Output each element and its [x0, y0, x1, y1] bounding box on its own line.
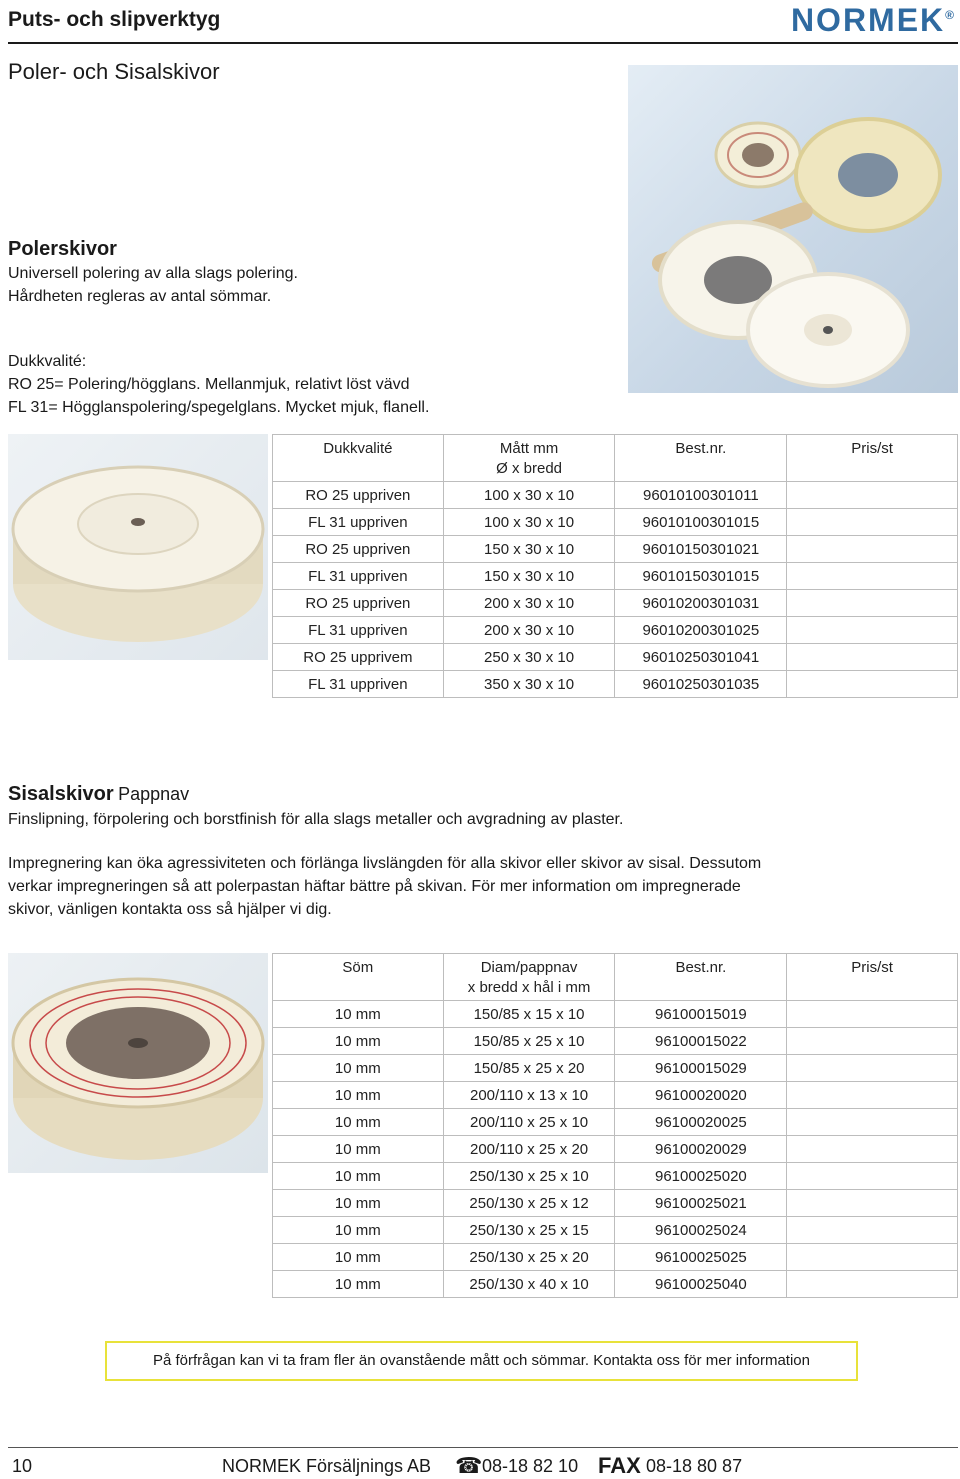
cell-seam: 10 mm	[273, 1082, 444, 1109]
fax-label: FAX	[598, 1453, 641, 1478]
cell-size: 150 x 30 x 10	[443, 536, 615, 563]
cell-quality: RO 25 uppriven	[273, 590, 444, 617]
table-row	[273, 536, 958, 563]
cell-size: 200 x 30 x 10	[443, 590, 615, 617]
table-row	[273, 1028, 958, 1055]
cell-seam: 10 mm	[273, 1136, 444, 1163]
cell-diam: 150/85 x 15 x 10	[443, 1001, 615, 1028]
cell-diam: 250/130 x 40 x 10	[443, 1271, 615, 1298]
cell-artno: 96010100301015	[615, 509, 787, 536]
cell-quality: RO 25 uppriven	[273, 536, 444, 563]
table-row	[273, 1190, 958, 1217]
cell-artno: 96010250301041	[615, 644, 787, 671]
cell-price	[787, 482, 958, 509]
cell-seam: 10 mm	[273, 1055, 444, 1082]
cell-price	[787, 1109, 958, 1136]
cell-artno: 96100015029	[615, 1055, 787, 1082]
quality-fl: FL 31= Högglanspolering/spegelglans. Mycket mjuk, flanell.	[8, 399, 430, 416]
table-header-row	[273, 954, 958, 1001]
table-row	[273, 1244, 958, 1271]
cell-seam: 10 mm	[273, 1109, 444, 1136]
table-row	[273, 1217, 958, 1244]
cell-price	[787, 1028, 958, 1055]
table-row	[273, 1163, 958, 1190]
cell-artno: 96010200301025	[615, 617, 787, 644]
sisalskivor-para-line2: verkar impregneringen så att polerpastan häftar bättre på skivan. För mer information om impregnerade	[8, 878, 741, 895]
header-diam	[443, 954, 615, 1001]
header-seam: Söm	[273, 954, 444, 1001]
header-size-line1: Mått mm	[499, 440, 559, 457]
sisal-wheel-photo	[8, 953, 268, 1173]
phone-icon: ☎	[455, 1453, 483, 1478]
cell-size: 350 x 30 x 10	[443, 671, 615, 698]
cell-seam: 10 mm	[273, 1217, 444, 1244]
cell-price	[787, 1136, 958, 1163]
cell-price	[787, 1190, 958, 1217]
cell-artno: 96010150301021	[615, 536, 787, 563]
cell-price	[787, 563, 958, 590]
header-price: Pris/st	[787, 954, 958, 1001]
cell-seam: 10 mm	[273, 1001, 444, 1028]
header-diam-line2: x bredd x hål i mm	[467, 979, 591, 996]
table-row	[273, 1001, 958, 1028]
cell-diam: 250/130 x 25 x 12	[443, 1190, 615, 1217]
cell-seam: 10 mm	[273, 1271, 444, 1298]
company-name: NORMEK Försäljnings AB	[222, 1456, 432, 1476]
footer-divider	[8, 1447, 958, 1448]
table-row	[273, 671, 958, 698]
table-row	[273, 644, 958, 671]
polerskivor-line1: Universell polering av alla slags polering.	[8, 265, 298, 282]
cell-price	[787, 509, 958, 536]
cloth-buff-photo	[8, 434, 268, 660]
cell-size: 200 x 30 x 10	[443, 617, 615, 644]
cell-artno: 96100025024	[615, 1217, 787, 1244]
cell-diam: 150/85 x 25 x 10	[443, 1028, 615, 1055]
cell-artno: 96100025020	[615, 1163, 787, 1190]
cell-quality: FL 31 uppriven	[273, 563, 444, 590]
header-artno: Best.nr.	[615, 435, 787, 482]
cell-quality: RO 25 uppriven	[273, 482, 444, 509]
table-row	[273, 509, 958, 536]
cell-price	[787, 617, 958, 644]
quality-label: Dukkvalité:	[8, 353, 87, 370]
cell-artno: 96100020029	[615, 1136, 787, 1163]
cell-quality: RO 25 upprivem	[273, 644, 444, 671]
sisalskivor-heading	[8, 783, 189, 806]
cell-artno: 96010200301031	[615, 590, 787, 617]
cell-price	[787, 1163, 958, 1190]
header-quality: Dukkvalité	[273, 435, 444, 482]
section-title: Puts- och slipverktyg	[8, 8, 221, 31]
cell-price	[787, 590, 958, 617]
cell-price	[787, 1271, 958, 1298]
cell-price	[787, 1244, 958, 1271]
polerskivor-table	[272, 434, 958, 698]
cell-price	[787, 1082, 958, 1109]
cell-seam: 10 mm	[273, 1028, 444, 1055]
cell-price	[787, 1217, 958, 1244]
cell-price	[787, 1001, 958, 1028]
table-row	[273, 1271, 958, 1298]
polerskivor-line2: Hårdheten regleras av antal sömmar.	[8, 288, 272, 305]
cell-diam: 150/85 x 25 x 20	[443, 1055, 615, 1082]
page-heading: Poler- och Sisalskivor	[8, 59, 220, 84]
cell-diam: 250/130 x 25 x 15	[443, 1217, 615, 1244]
header-size-line2: Ø x bredd	[496, 460, 563, 477]
cell-artno: 96010100301011	[615, 482, 787, 509]
sisalskivor-table	[272, 953, 958, 1298]
table-header-row	[273, 435, 958, 482]
header-artno: Best.nr.	[615, 954, 787, 1001]
table-row	[273, 1055, 958, 1082]
table-row	[273, 590, 958, 617]
cell-artno: 96100025040	[615, 1271, 787, 1298]
page-number: 10	[12, 1456, 33, 1476]
cell-size: 100 x 30 x 10	[443, 509, 615, 536]
table-row	[273, 482, 958, 509]
sisalskivor-line1: Finslipning, förpolering och borstfinish för alla slags metaller och avgradning av plaster.	[8, 811, 624, 828]
sisalskivor-subtitle: Pappnav	[118, 784, 190, 804]
logo-mark: ®	[945, 8, 954, 22]
cell-artno: 96010150301015	[615, 563, 787, 590]
header-size	[443, 435, 615, 482]
brand-logo	[791, 2, 954, 39]
header-divider	[8, 42, 958, 44]
cell-quality: FL 31 uppriven	[273, 671, 444, 698]
cell-diam: 200/110 x 25 x 20	[443, 1136, 615, 1163]
cell-artno: 96100015022	[615, 1028, 787, 1055]
cell-quality: FL 31 uppriven	[273, 617, 444, 644]
cell-artno: 96100020025	[615, 1109, 787, 1136]
cell-price	[787, 536, 958, 563]
sisalskivor-title: Sisalskivor	[8, 783, 114, 805]
table-row	[273, 617, 958, 644]
phone-number: 08-18 82 10	[482, 1456, 579, 1476]
cell-diam: 200/110 x 25 x 10	[443, 1109, 615, 1136]
cell-artno: 96100015019	[615, 1001, 787, 1028]
cell-diam: 250/130 x 25 x 20	[443, 1244, 615, 1271]
quality-ro: RO 25= Polering/högglans. Mellanmjuk, relativt löst vävd	[8, 376, 410, 393]
sisalskivor-para-line3: skivor, vänligen kontakta oss så hjälper vi dig.	[8, 901, 332, 918]
cell-seam: 10 mm	[273, 1163, 444, 1190]
cell-seam: 10 mm	[273, 1190, 444, 1217]
table-row	[273, 1136, 958, 1163]
polishing-tools-photo	[628, 65, 958, 393]
polerskivor-title: Polerskivor	[8, 238, 117, 260]
table-row	[273, 1082, 958, 1109]
cell-price	[787, 644, 958, 671]
cell-size: 100 x 30 x 10	[443, 482, 615, 509]
sisalskivor-para-line1: Impregnering kan öka agressiviteten och förlänga livslängden för alla skivor eller skivor av sisal. Dessutom	[8, 855, 762, 872]
logo-text: NORMEK	[790, 2, 946, 38]
fax-number: 08-18 80 87	[646, 1456, 743, 1476]
cell-size: 150 x 30 x 10	[443, 563, 615, 590]
cell-price	[787, 671, 958, 698]
cell-diam: 200/110 x 13 x 10	[443, 1082, 615, 1109]
table-row	[273, 1109, 958, 1136]
cell-price	[787, 1055, 958, 1082]
cell-artno: 96100020020	[615, 1082, 787, 1109]
cell-diam: 250/130 x 25 x 10	[443, 1163, 615, 1190]
cell-seam: 10 mm	[273, 1244, 444, 1271]
header-diam-line1: Diam/pappnav	[480, 959, 578, 976]
cell-artno: 96100025021	[615, 1190, 787, 1217]
cell-artno: 96100025025	[615, 1244, 787, 1271]
header-price: Pris/st	[787, 435, 958, 482]
cell-size: 250 x 30 x 10	[443, 644, 615, 671]
cell-artno: 96010250301035	[615, 671, 787, 698]
table-row	[273, 563, 958, 590]
info-notice: På förfrågan kan vi ta fram fler än ovanstående mått och sömmar. Kontakta oss för mer information	[105, 1341, 858, 1381]
cell-quality: FL 31 uppriven	[273, 509, 444, 536]
